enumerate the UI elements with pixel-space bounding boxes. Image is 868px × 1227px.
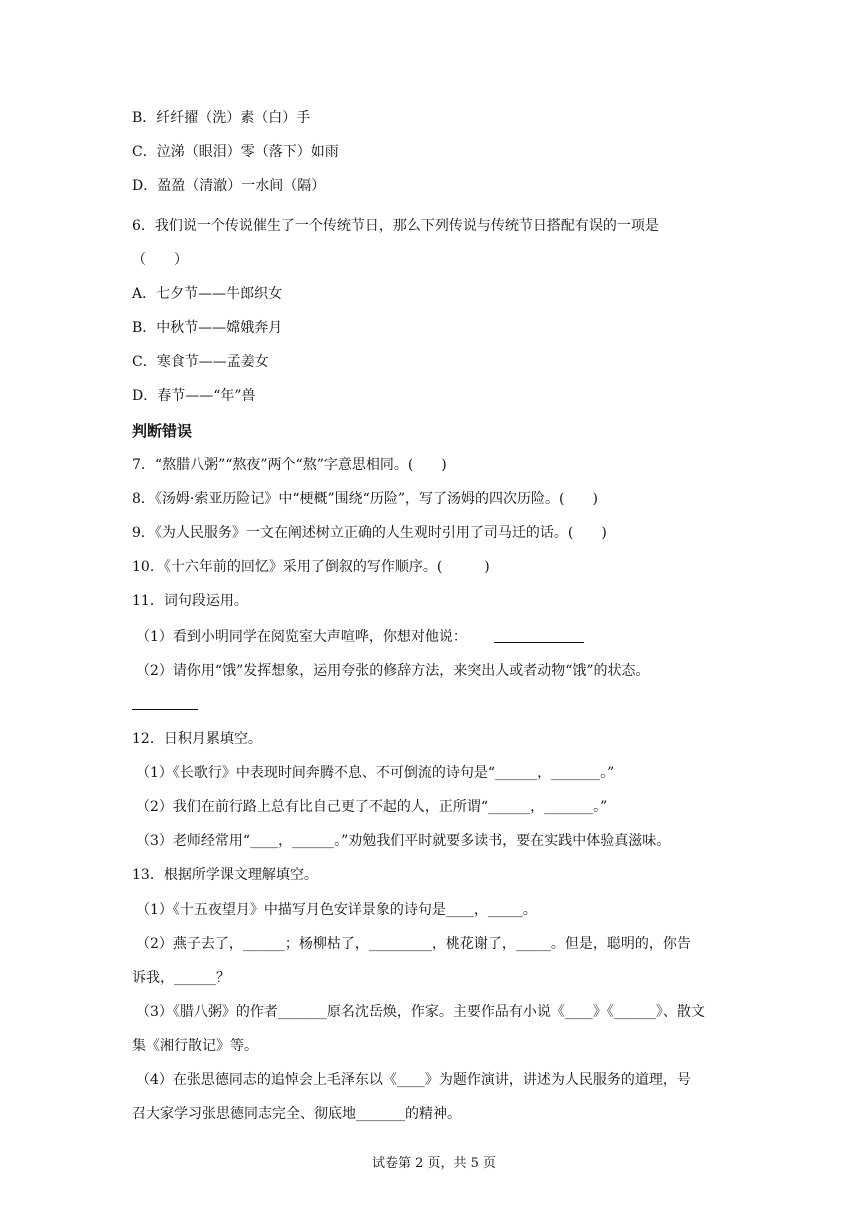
q11-part2: （2）请你用“饿”发挥想象，运用夸张的修辞方法，来突出人或者动物“饿”的状态。	[136, 663, 650, 679]
q12-part1: （1）《长歌行》中表现时间奔腾不息、不可倒流的诗句是“______，_______。”	[136, 765, 615, 781]
q13-part2-line2: 诉我，______？	[132, 970, 230, 986]
q13-part3-line2: 集《湘行散记》等。	[132, 1038, 258, 1054]
q12-stem: 12．日积月累填空。	[132, 731, 262, 747]
q5-option-c: C．泣涕（眼泪）零（落下）如雨	[132, 144, 339, 160]
q6-option-d: D．春节——“年”兽	[132, 388, 256, 404]
q11-part1: （1）看到小明同学在阅览室大声喧哗，你想对他说：	[136, 629, 467, 645]
q11-part1-blank	[494, 642, 584, 643]
q13-part4-line2: 召大家学习张思德同志完全、彻底地_______的精神。	[132, 1106, 461, 1122]
q5-option-d: D．盈盈（清澈）一水间（隔）	[132, 178, 326, 194]
q13-part2-line1: （2）燕子去了，______；杨柳枯了，_________，桃花谢了，_____。但是，聪明的，你告	[136, 936, 691, 952]
q6-stem: 6．我们说一个传说催生了一个传统节日，那么下列传说与传统节日搭配有误的一项是	[132, 218, 659, 234]
q6-option-b: B．中秋节——嫦娥奔月	[132, 320, 283, 336]
q6-option-c: C．寒食节——孟姜女	[132, 354, 269, 370]
q13-part3-line1: （3）《腊八粥》的作者_______原名沈岳焕，作家。主要作品有小说《____》《______》、散文	[136, 1004, 705, 1020]
section-title: 判断错误	[132, 422, 193, 440]
q6-answer-paren: （ ）	[132, 252, 188, 268]
q6-option-a: A．七夕节——牛郎织女	[132, 286, 283, 302]
q7: 7．“熬腊八粥”“熬夜”两个“熬”字意思相同。( )	[132, 457, 447, 473]
q11-stem: 11．词句段运用。	[132, 593, 248, 609]
page-footer: 试卷第 2 页，共 5 页	[371, 1156, 497, 1171]
q5-option-b: B．纤纤擢（洗）素（白）手	[132, 110, 311, 126]
q11-part2-blank	[132, 709, 198, 710]
q10: 10．《十六年前的回忆》采用了倒叙的写作顺序。( )	[132, 559, 490, 575]
q13-part1: （1）《十五夜望月》中描写月色安详景象的诗句是____，_____。	[136, 902, 537, 918]
q12-part3: （3）老师经常用“____，______。”劝勉我们平时就要多读书，要在实践中体验真滋味。	[136, 833, 671, 849]
q13-part4-line1: （4）在张思德同志的追悼会上毛泽东以《____》为题作演讲，讲述为人民服务的道理，号	[136, 1072, 691, 1088]
q13-stem: 13．根据所学课文理解填空。	[132, 867, 318, 883]
q8: 8．《汤姆·索亚历险记》中“梗概”围绕“历险”，写了汤姆的四次历险。( )	[132, 491, 598, 507]
q12-part2: （2）我们在前行路上总有比自己更了不起的人，正所谓“______，_______。”	[136, 799, 608, 815]
q9: 9．《为人民服务》一文在阐述树立正确的人生观时引用了司马迁的话。( )	[132, 525, 607, 541]
